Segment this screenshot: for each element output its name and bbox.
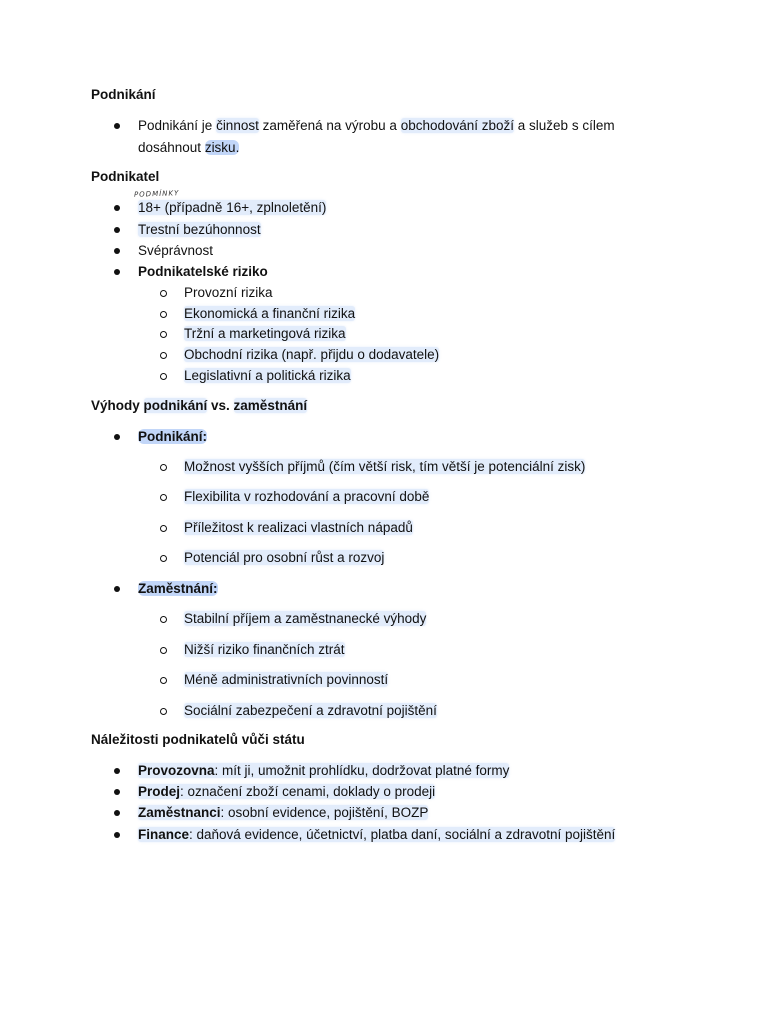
list-item-text: : osobní evidence, pojištění, BOZP xyxy=(220,805,429,820)
sub-item xyxy=(184,549,384,567)
sub-bullet xyxy=(160,373,167,380)
definition-text: a služeb s cílem xyxy=(514,118,615,133)
highlight: činnost xyxy=(216,118,259,133)
sub-bullet xyxy=(160,352,167,359)
sub-item xyxy=(184,346,439,364)
definition-text: Podnikání je xyxy=(138,118,217,133)
sub-item-text: Příležitost k realizaci vlastních nápadů xyxy=(184,520,413,535)
sub-bullet xyxy=(160,331,167,338)
definition-line-2 xyxy=(138,139,239,157)
sub-bullet xyxy=(160,616,167,623)
sub-bullet xyxy=(160,647,167,654)
handwritten-note: PODMÍNKY xyxy=(133,189,180,199)
list-term: Zaměstnanci xyxy=(138,805,221,820)
bullet xyxy=(114,586,120,592)
heading-vyhody xyxy=(91,398,307,413)
sub-item-text: Obchodní rizika (např. přijdu o dodavatele) xyxy=(184,347,440,362)
heading-nalezitosti: Náležitosti podnikatelů vůči státu xyxy=(91,732,305,747)
sub-item-text: Možnost vyšších příjmů (čím větší risk, tím větší je potenciální zisk) xyxy=(184,459,586,474)
list-item xyxy=(138,827,615,842)
heading-podnikatel: Podnikatel xyxy=(91,169,160,184)
sub-item-text: Nižší riziko finančních ztrát xyxy=(184,642,345,657)
list-item xyxy=(138,826,615,844)
sub-item-text: Legislativní a politická rizika xyxy=(184,368,351,383)
heading-part: vs. xyxy=(207,398,234,413)
list-item xyxy=(138,805,428,820)
list-item-text: : daňová evidence, účetnictví, platba daní, sociální a zdravotní pojištění xyxy=(189,827,616,842)
bullet xyxy=(114,123,120,129)
definition-line-1 xyxy=(138,117,615,135)
highlight: zaměstnání xyxy=(233,398,308,413)
list-item xyxy=(138,763,509,778)
heading-part: Výhody xyxy=(91,398,144,413)
sub-item xyxy=(184,458,585,476)
sub-bullet xyxy=(160,525,167,532)
sub-bullet xyxy=(160,311,167,318)
list-item xyxy=(138,804,428,822)
list-item xyxy=(138,580,218,598)
heading-podnikani: Podnikání xyxy=(91,87,156,102)
list-item-text: 18+ (případně 16+, zplnoletění) xyxy=(138,200,327,215)
sub-item-text: Stabilní příjem a zaměstnanecké výhody xyxy=(184,611,427,626)
list-item xyxy=(138,242,213,260)
list-item-text: : označení zboží cenami, doklady o prodeji xyxy=(180,784,436,799)
sub-item xyxy=(184,519,413,537)
sub-item-text: Méně administrativních povinností xyxy=(184,672,389,687)
bullet xyxy=(114,248,120,254)
sub-item xyxy=(184,671,388,689)
sub-bullet xyxy=(160,464,167,471)
sub-item-text: Flexibilita v rozhodování a pracovní době xyxy=(184,489,430,504)
list-item xyxy=(138,199,326,217)
bullet xyxy=(114,434,120,440)
sub-item xyxy=(184,367,351,385)
sub-item xyxy=(184,284,273,302)
list-item xyxy=(138,762,509,780)
definition-text: zaměřená na výrobu a xyxy=(258,118,401,133)
bullet xyxy=(114,227,120,233)
bullet xyxy=(114,789,120,795)
list-item-text: : mít ji, umožnit prohlídku, dodržovat platné formy xyxy=(214,763,510,778)
sub-item-text: Tržní a marketingová rizika xyxy=(184,326,346,341)
bullet xyxy=(114,768,120,774)
list-term: Prodej xyxy=(138,784,181,799)
sub-item xyxy=(184,702,437,720)
sub-item-text: Sociální zabezpečení a zdravotní pojištění xyxy=(184,703,437,718)
list-item xyxy=(138,783,435,801)
list-term: Finance xyxy=(138,827,190,842)
sub-item xyxy=(184,488,429,506)
bullet xyxy=(114,205,120,211)
highlight: obchodování zboží xyxy=(400,118,515,133)
sub-item-text: Provozní rizika xyxy=(184,285,273,300)
sub-bullet xyxy=(160,708,167,715)
list-item xyxy=(138,263,268,281)
sub-item xyxy=(184,305,355,323)
list-item-text: Podnikatelské riziko xyxy=(138,264,268,279)
bullet xyxy=(114,269,120,275)
list-term: Provozovna xyxy=(138,763,215,778)
list-item xyxy=(138,784,435,799)
sub-bullet xyxy=(160,494,167,501)
bullet xyxy=(114,810,120,816)
definition-text: dosáhnout xyxy=(138,140,205,155)
sub-bullet xyxy=(160,555,167,562)
list-item-text: Svéprávnost xyxy=(138,243,214,258)
list-item-text: Podnikání: xyxy=(138,429,208,444)
sub-item xyxy=(184,610,426,628)
list-item-text: Trestní bezúhonnost xyxy=(138,222,261,237)
bullet xyxy=(114,832,120,838)
sub-item-text: Ekonomická a finanční rizika xyxy=(184,306,356,321)
list-item-text: Zaměstnání: xyxy=(138,581,218,596)
highlight: zisku. xyxy=(204,140,240,155)
sub-item xyxy=(184,325,346,343)
sub-item-text: Potenciál pro osobní růst a rozvoj xyxy=(184,550,385,565)
list-item xyxy=(138,428,207,446)
sub-item xyxy=(184,641,345,659)
list-item xyxy=(138,221,261,239)
sub-bullet xyxy=(160,290,167,297)
highlight: podnikání xyxy=(143,398,208,413)
sub-bullet xyxy=(160,677,167,684)
